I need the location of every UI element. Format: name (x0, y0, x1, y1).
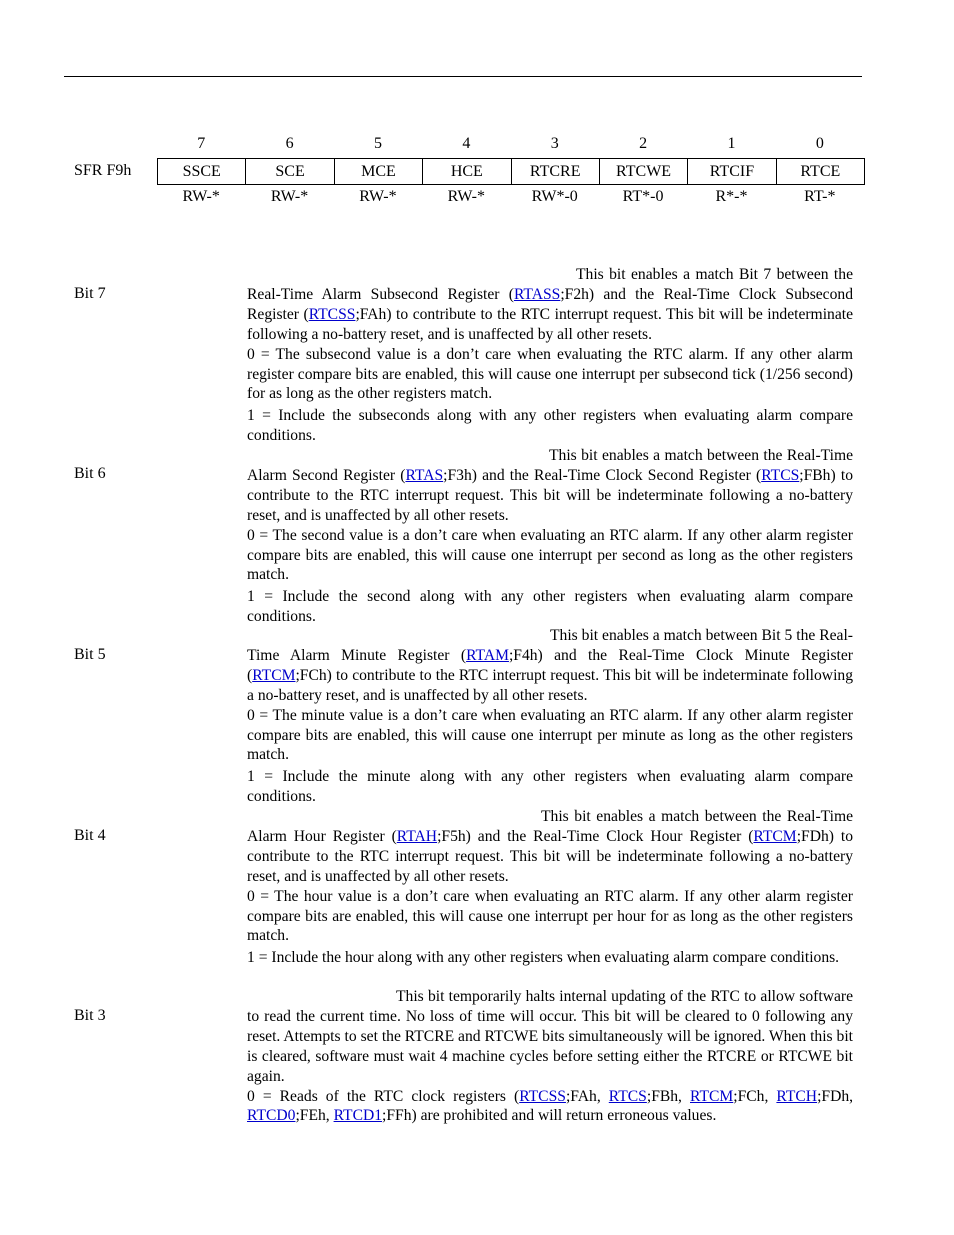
bit-name-cell: SCE (245, 159, 333, 184)
bit-7-description (247, 265, 853, 446)
bit-number: 1 (727, 135, 736, 152)
register-link-rtcss[interactable]: RTCSS (519, 1087, 566, 1105)
bit-clear-meaning: 0 = The hour value is a don’t care when evaluating an RTC alarm. If any other alarm register compare bits are enabled, this will cause one interrupt per hour for as long as the other registers match. (247, 887, 853, 945)
text-segment: This bit enables a match Bit 7 between the Real-Time Alarm Subsecond Register ( (247, 266, 853, 303)
bit-intro (247, 987, 853, 1087)
access-code: R*-* (715, 188, 748, 205)
register-link-rtcs[interactable]: RTCS (761, 466, 800, 484)
access-code: RT*-0 (622, 188, 664, 205)
access-code: RW-* (182, 188, 220, 205)
bit-number: 3 (550, 135, 559, 152)
access-code: RW-* (359, 188, 397, 205)
register-link-rtas[interactable]: RTAS (405, 466, 444, 484)
bit-clear-meaning (247, 1087, 853, 1127)
text-segment: ;F5h) and the Real-Time Clock Hour Register ( (437, 827, 754, 845)
bit-intro (247, 626, 853, 706)
bit-name-cell: HCE (422, 159, 510, 184)
bit-intro (247, 446, 853, 526)
bit-7-label: Bit 7 (74, 285, 106, 302)
register-address: SFR F9h (74, 162, 132, 179)
text-segment: ;FCh) to contribute to the RTC interrupt request. This bit will be indeterminate following a no-battery reset, and is unaffected by all other resets. (247, 666, 853, 704)
text-segment: ;FAh, (565, 1087, 609, 1105)
bit-set-meaning: 1 = Include the minute along with any other registers when evaluating alarm compare conditions. (247, 768, 853, 806)
bit-set-meaning: 1 = Include the hour along with any other registers when evaluating alarm compare conditions. (247, 949, 840, 967)
text-segment: This bit enables a match between the Real-Time Alarm Hour Register ( (247, 808, 853, 845)
header-rule (64, 76, 862, 77)
bit-name-cell: SSCE (182, 163, 221, 180)
register-link-rtass[interactable]: RTASS (513, 285, 561, 303)
access-code: RW*-0 (531, 188, 578, 205)
text-segment: ;FAh) to contribute to the RTC interrupt request. This bit will be indeterminate following a no-battery reset, and is unaffected by all other resets. (247, 305, 853, 343)
access-code: RT-* (804, 188, 836, 205)
bit-clear-meaning: 0 = The minute value is a don’t care when evaluating an RTC alarm. If any other alarm register compare bits are enabled, this will cause one interrupt per minute as long as the other registers match. (247, 706, 853, 764)
text-segment: ;F3h) and the Real-Time Clock Second Register ( (443, 466, 762, 484)
bit-number: 0 (815, 135, 824, 152)
register-link-rtam[interactable]: RTAM (466, 646, 509, 664)
bit-number: 4 (462, 135, 471, 152)
bit-number: 7 (197, 135, 206, 152)
bit-4-label: Bit 4 (74, 827, 106, 844)
register-bit-names (157, 158, 865, 185)
text-segment: ;FDh, (817, 1087, 854, 1105)
access-code: RW-* (447, 188, 485, 205)
text-segment: ;F4h) and the Real-Time Clock Minute Register ( (247, 646, 853, 684)
bit-3-label: Bit 3 (74, 1007, 106, 1024)
register-link-rtcss[interactable]: RTCSS (308, 305, 356, 323)
access-code: RW-* (270, 188, 309, 205)
bit-5-description (247, 626, 853, 807)
bit-clear-meaning: 0 = The second value is a don’t care when evaluating an RTC alarm. If any other alarm register compare bits are enabled, this will cause one interrupt per second as long as the other registers match. (247, 526, 853, 584)
register-link-rtcm[interactable]: RTCM (753, 827, 797, 845)
text-segment: 0 = Reads of the RTC clock registers ( (247, 1087, 520, 1105)
bit-number: 2 (639, 135, 648, 152)
access-row (157, 188, 864, 206)
bit-name-cell: MCE (334, 159, 422, 184)
bit-6-description (247, 446, 853, 627)
text-segment: This bit temporarily halts internal updating of the RTC to allow software to read the current time. No loss of time will occur. This bit will be cleared to 0 following any reset. Attempts to set the RTCRE and RTCWE bits simultaneously will be ignored. When this bit is cleared, software must wait 4 machine cycles before setting either the RTCRE or RTCWE bit again. (247, 988, 853, 1085)
register-link-rtcm[interactable]: RTCM (690, 1087, 734, 1105)
register-link-rtcm[interactable]: RTCM (252, 666, 296, 684)
text-segment: This bit enables a match between the Real-Time Alarm Second Register ( (247, 447, 853, 484)
text-segment: ;F2h) and the Real-Time Clock Subsecond Register ( (247, 285, 853, 323)
bit-number: 6 (285, 135, 294, 152)
bit-4-description (247, 807, 853, 968)
bit-set-meaning: 1 = Include the second along with any other registers when evaluating alarm compare conditions. (247, 588, 853, 626)
bit-intro (247, 265, 853, 345)
register-link-rtah[interactable]: RTAH (396, 827, 438, 845)
bit-clear-meaning: 0 = The subsecond value is a don’t care when evaluating the RTC alarm. If any other alarm register compare bits are enabled, this will cause one interrupt per subsecond tick (1/256 second) for as long as the other registers match. (247, 345, 853, 403)
bit-name-cell: RTCWE (599, 159, 687, 184)
register-link-rtcd0[interactable]: RTCD0 (247, 1107, 296, 1125)
bit-number-row (157, 135, 864, 153)
text-segment: ;FEh, (295, 1107, 334, 1125)
register-link-rtcs[interactable]: RTCS (608, 1087, 647, 1105)
bit-3-description (247, 987, 853, 1126)
bit-intro (247, 807, 853, 887)
bit-6-label: Bit 6 (74, 465, 106, 482)
text-segment: ;FBh, (646, 1087, 690, 1105)
text-segment: ;FFh) are prohibited and will return erroneous values. (382, 1107, 717, 1125)
bit-name-cell: RTCRE (511, 159, 599, 184)
text-segment: This bit enables a match between Bit 5 the Real-Time Alarm Minute Register ( (247, 627, 853, 664)
bit-name-cell: RTCIF (687, 159, 775, 184)
register-link-rtch[interactable]: RTCH (776, 1087, 818, 1105)
register-link-rtcd1[interactable]: RTCD1 (333, 1107, 383, 1125)
bit-number: 5 (373, 135, 382, 152)
bit-set-meaning: 1 = Include the subseconds along with any other registers when evaluating alarm compare conditions. (247, 407, 853, 445)
bit-name-cell: RTCE (776, 159, 864, 184)
text-segment: ;FCh, (733, 1087, 777, 1105)
text-segment: ;FBh) to contribute to the RTC interrupt request. This bit will be indeterminate following a no-battery reset, and is unaffected by all other resets. (247, 466, 853, 524)
text-segment: ;FDh) to contribute to the RTC interrupt request. This bit will be indeterminate following a no-battery reset, and is unaffected by all other resets. (247, 827, 853, 885)
bit-5-label: Bit 5 (74, 646, 106, 663)
